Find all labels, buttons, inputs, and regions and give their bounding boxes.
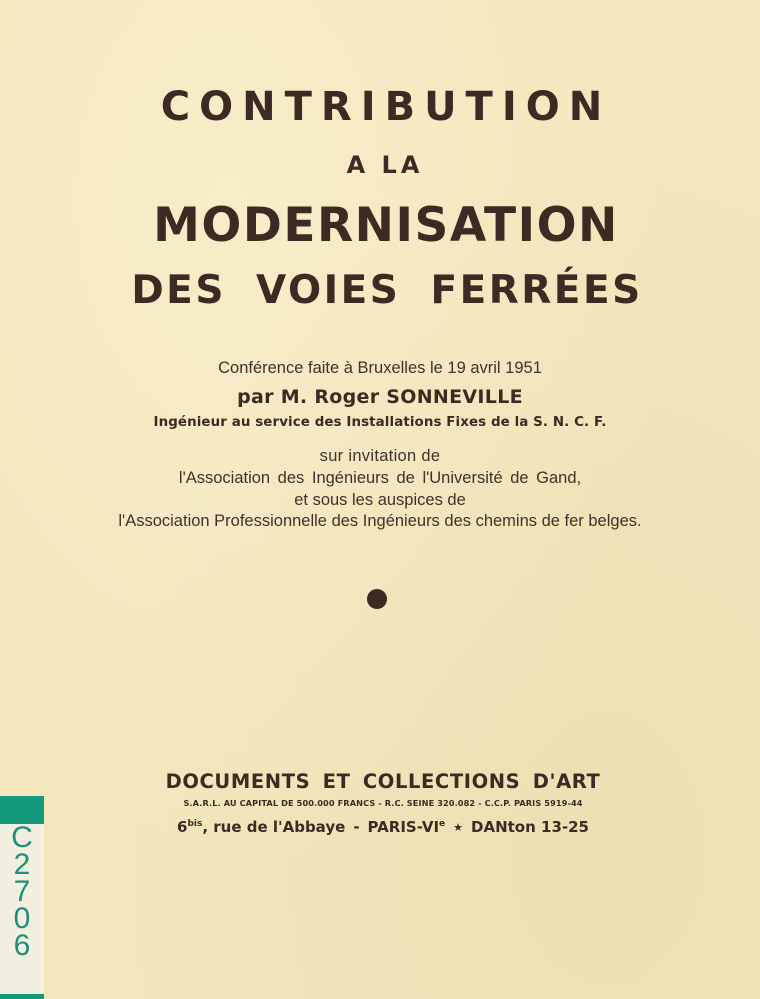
- library-call-number-label: [0, 796, 44, 999]
- address-city-suffix: e: [439, 819, 446, 829]
- invitation-line: sur invitation de: [319, 447, 441, 465]
- title-line-modernisation: MODERNISATION: [153, 198, 619, 253]
- author-role: Ingénieur au service des Installations Fixes de la S. N. C. F.: [153, 415, 607, 430]
- conference-line: Conférence faite à Bruxelles le 19 avril 1951: [218, 359, 542, 377]
- association-gand: l'Association des Ingénieurs de l'Université de Gand,: [178, 469, 582, 487]
- publisher-address: $6^{bis}$, rue de l'Abbaye - PARIS-VIe ★ DANton 13-25: [177, 818, 589, 836]
- call-number-char: 2: [13, 848, 31, 881]
- call-number-char: 0: [13, 902, 31, 935]
- publisher-name: DOCUMENTS ET COLLECTIONS D'ART: [165, 770, 601, 793]
- call-number-char: 7: [13, 875, 31, 908]
- ornament-dot: [367, 589, 387, 609]
- call-number-char: C: [11, 821, 33, 854]
- call-number-char: 6: [13, 929, 31, 962]
- title-line-a-la: A LA: [346, 151, 424, 179]
- star-icon: ★: [453, 821, 464, 834]
- publisher-legal: S.A.R.L. AU CAPITAL DE 500.000 FRANCS - R.C. SEINE 320.082 - C.C.P. PARIS 5919-44: [183, 798, 583, 808]
- address-street: , rue de l'Abbaye: [202, 818, 346, 836]
- address-number: 6: [177, 818, 188, 836]
- address-city: PARIS-VI: [367, 818, 440, 836]
- address-number-suffix: bis: [187, 819, 203, 829]
- title-line-contribution: CONTRIBUTION: [160, 84, 612, 130]
- publisher-phone: DANton 13-25: [471, 818, 589, 836]
- association-professionnelle: l'Association Professionnelle des Ingénieurs des chemins de fer belges.: [118, 512, 642, 530]
- title-line-voies-ferrees: DES VOIES FERRÉES: [131, 268, 643, 313]
- auspices-line: et sous les auspices de: [294, 491, 466, 509]
- author-name: par M. Roger SONNEVILLE: [237, 386, 523, 408]
- call-number-strip: [0, 821, 44, 994]
